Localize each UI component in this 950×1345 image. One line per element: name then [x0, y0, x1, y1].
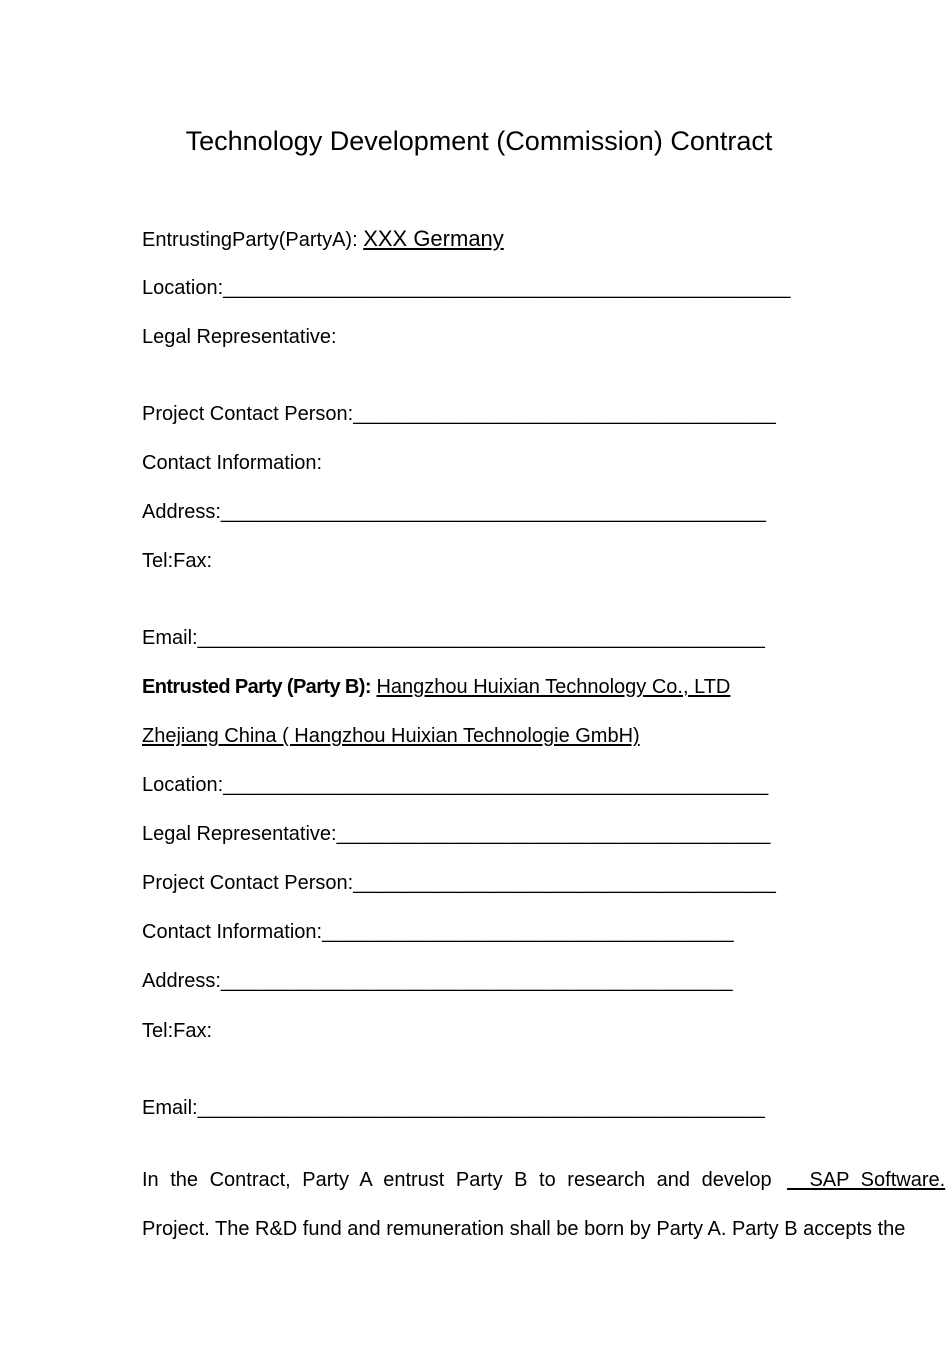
- party-b-address: Address:______________________________________________: [142, 970, 733, 992]
- party-b-telfax: Tel:Fax:: [142, 1020, 213, 1042]
- party-a-line: [142, 227, 504, 252]
- party-a-contact-information: Contact Information:: [142, 452, 323, 474]
- party-b-line: [142, 675, 730, 699]
- party-b-name-line1: Hangzhou Huixian Technology Co., LTD: [376, 676, 731, 698]
- body-line1-text: In the Contract, Party A entrust Party B to research and develop: [142, 1169, 772, 1191]
- party-b-label: Entrusted Party (Party B):: [142, 676, 371, 698]
- party-b-email: Email:___________________________________________________: [142, 1097, 765, 1119]
- party-b-legal-representative: Legal Representative:_______________________________________: [142, 823, 771, 845]
- party-a-label: EntrustingParty(PartyA):: [142, 229, 358, 251]
- party-a-location: Location:___________________________________________________: [142, 277, 791, 299]
- party-b-contact-information: Contact Information:_____________________________________: [142, 921, 734, 943]
- party-a-email: Email:___________________________________________________: [142, 627, 765, 649]
- party-a-legal-representative: Legal Representative:: [142, 326, 337, 348]
- party-b-location: Location:_________________________________________________: [142, 774, 769, 796]
- party-a-address: Address:_________________________________________________: [142, 501, 766, 523]
- party-b-contact-person: Project Contact Person:______________________________________: [142, 872, 776, 894]
- party-b-name-line2: Zhejiang China ( Hangzhou Huixian Technologie GmbH): [142, 725, 640, 747]
- page-title: Technology Development (Commission) Contract: [185, 126, 773, 156]
- party-a-name: XXX Germany: [363, 226, 504, 251]
- body-paragraph-line-2: Project. The R&D fund and remuneration shall be born by Party A. Party B accepts the: [142, 1218, 906, 1240]
- party-a-telfax: Tel:Fax:: [142, 550, 213, 572]
- party-a-contact-person: Project Contact Person:______________________________________: [142, 403, 776, 425]
- body-line1-project: __SAP Software.: [787, 1169, 946, 1191]
- body-paragraph-line-1: [142, 1168, 950, 1192]
